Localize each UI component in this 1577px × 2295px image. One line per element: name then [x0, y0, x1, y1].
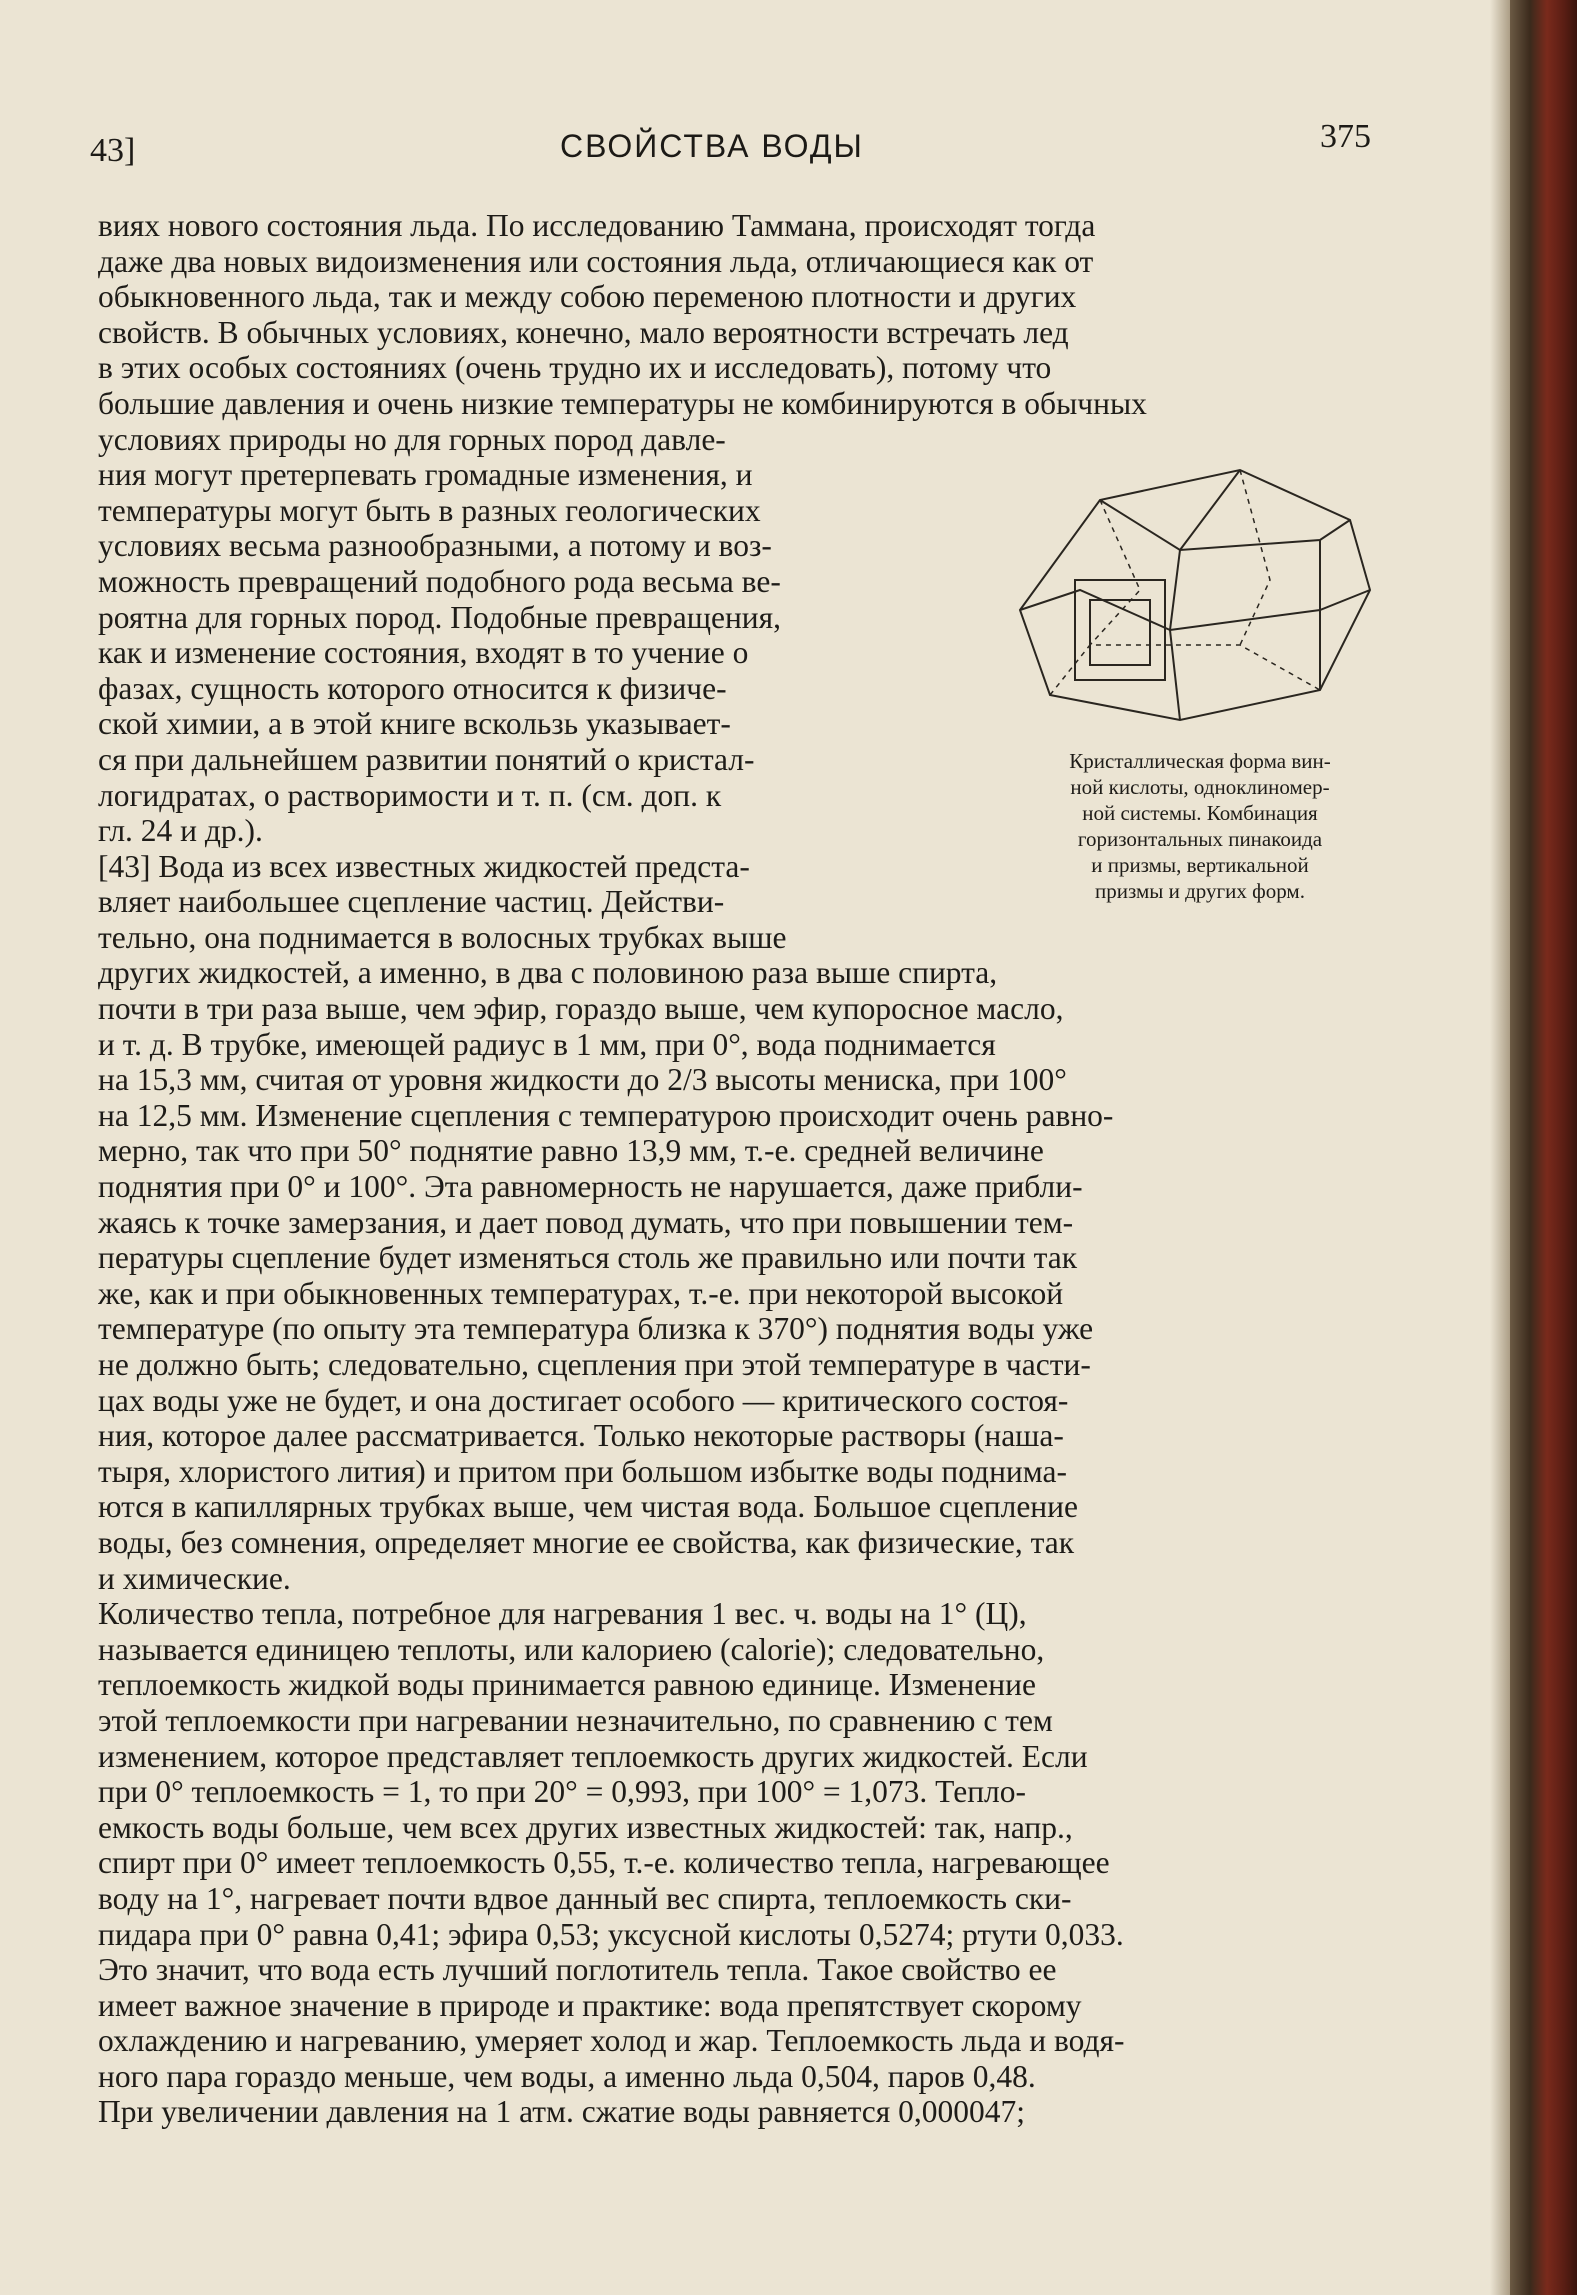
page-number: 375 — [1320, 118, 1371, 155]
text-line: свойств. В обычных условиях, конечно, мало вероятности встречать лед — [98, 314, 1069, 350]
text-line: в этих особых состояниях (очень трудно их и исследовать), потому что — [98, 350, 1052, 386]
text-line: ской химии, а в этой книге вскользь указывает- — [98, 706, 731, 742]
caption-line: и призмы, вертикальной — [1091, 853, 1309, 877]
running-title: СВОЙСТВА ВОДЫ — [560, 128, 864, 164]
text-line: на 15,3 мм, считая от уровня жидкости до 2/3 высоты мениска, при 100° — [98, 1062, 1067, 1098]
text-line: ются в капиллярных трубках выше, чем чистая вода. Большое сцепление — [98, 1489, 1078, 1525]
caption-line: призмы и других форм. — [1095, 879, 1305, 903]
text-line: условиях весьма разнообразными, а потому и воз- — [98, 528, 772, 564]
text-line: почти в три раза выше, чем эфир, гораздо выше, чем купоросное масло, — [98, 991, 1064, 1027]
text-line: ния, которое далее рассматривается. Только некоторые растворы (наша- — [98, 1418, 1064, 1454]
text-line: жаясь к точке замерзания, и дает повод думать, что при повышении тем- — [98, 1204, 1074, 1240]
text-line: и химические. — [98, 1560, 291, 1596]
text-line: цах воды уже не будет, и она достигает особого — критического состоя- — [98, 1382, 1069, 1418]
text-line: тельно, она поднимается в волосных трубках выше — [98, 919, 787, 955]
text-line: и т. д. В трубке, имеющей радиус в 1 мм, при 0°, вода поднимается — [98, 1026, 996, 1062]
text-line: имеет важное значение в природе и практике: вода препятствует скорому — [98, 1987, 1082, 2023]
text-line: тыря, хлористого лития) и притом при большом избытке воды поднима- — [98, 1453, 1067, 1489]
text-line: пературы сцепление будет изменяться столь же правильно или почти так — [98, 1240, 1078, 1276]
text-line: ся при дальнейшем развитии понятий о кристал- — [98, 741, 755, 777]
text-line: емкость воды больше, чем всех других известных жидкостей: так, напр., — [98, 1809, 1073, 1845]
text-line: условиях природы но для горных пород давле- — [98, 421, 726, 457]
text-line: изменением, которое представляет теплоемкость других жидкостей. Если — [98, 1738, 1088, 1774]
text-line: При увеличении давления на 1 атм. сжатие воды равняется 0,000047; — [98, 2094, 1025, 2130]
caption-line: горизонтальных пинакоида — [1077, 827, 1323, 851]
book-binding — [1510, 0, 1577, 2295]
text-line: теплоемкость жидкой воды принимается равною единице. Изменение — [98, 1667, 1036, 1703]
text-line: большие давления и очень низкие температуры не комбинируются в обычных — [98, 385, 1147, 421]
text-line: вляет наибольшее сцепление частиц. Действи- — [98, 884, 725, 920]
text-line: спирт при 0° имеет теплоемкость 0,55, т.-е. количество тепла, нагревающее — [98, 1845, 1110, 1881]
text-line: не должно быть; следовательно, сцепления при этой температуре в части- — [98, 1347, 1091, 1382]
text-line: называется единицею теплоты, или калориею (calorie); следовательно, — [98, 1631, 1045, 1667]
text-line: охлаждению и нагреванию, умеряет холод и жар. Теплоемкость льда и водя- — [98, 2023, 1125, 2059]
crystal-icon — [990, 440, 1410, 740]
text-line: ного пара гораздо меньше, чем воды, а именно льда 0,504, паров 0,48. — [98, 2058, 1036, 2094]
text-line: как и изменение состояния, входят в то учение о — [98, 635, 749, 671]
text-line: этой теплоемкости при нагревании незначительно, по сравнению с тем — [98, 1702, 1053, 1738]
text-line: роятна для горных пород. Подобные превращения, — [98, 599, 782, 635]
figure-caption — [1000, 748, 1400, 904]
text-line: Количество тепла, потребное для нагревания 1 вес. ч. воды на 1° (Ц), — [98, 1596, 1027, 1632]
caption-line: ной кислоты, одноклиномер- — [1070, 775, 1330, 799]
page-header — [90, 118, 1380, 178]
text-line: логидратах, о растворимости и т. п. (см. доп. к — [98, 777, 722, 813]
text-line: [43] Вода из всех известных жидкостей предста- — [98, 848, 750, 884]
text-line: воды, без сомнения, определяет многие ее свойства, как физические, так — [98, 1524, 1075, 1560]
text-line: мерно, так что при 50° поднятие равно 13,9 мм, т.-е. средней величине — [98, 1133, 1044, 1169]
text-line: обыкновенного льда, так и между собою переменою плотности и других — [98, 279, 1077, 315]
text-line: даже два новых видоизменения или состояния льда, отличающиеся как от — [98, 243, 1094, 279]
text-line: Это значит, что вода есть лучший поглотитель тепла. Такое свойство ее — [98, 1952, 1057, 1988]
caption-line: ной системы. Комбинация — [1082, 801, 1318, 825]
caption-line: Кристаллическая форма вин- — [1069, 749, 1331, 773]
text-line: на 12,5 мм. Изменение сцепления с температурою происходит очень равно- — [98, 1097, 1114, 1133]
text-line: температуре (по опыту эта температура близка к 370°) поднятия воды уже — [98, 1311, 1094, 1347]
text-line: ния могут претерпевать громадные изменения, и — [98, 457, 753, 493]
page-edge-shadow — [1490, 0, 1510, 2295]
text-line: при 0° теплоемкость = 1, то при 20° = 0,993, при 100° = 1,073. Тепло- — [98, 1774, 1027, 1810]
text-line: воду на 1°, нагревает почти вдвое данный вес спирта, теплоемкость ски- — [98, 1880, 1072, 1916]
text-line: виях нового состояния льда. По исследованию Таммана, происходят тогда — [98, 208, 1096, 243]
text-line: поднятия при 0° и 100°. Эта равномерность не нарушается, даже прибли- — [98, 1169, 1083, 1205]
text-line: же, как и при обыкновенных температурах, т.-е. при некоторой высокой — [98, 1275, 1064, 1311]
text-line: других жидкостей, а именно, в два с половиною раза выше спирта, — [98, 955, 998, 991]
text-line: можность превращений подобного рода весьма ве- — [98, 563, 781, 599]
text-line: гл. 24 и др.). — [98, 813, 263, 849]
text-line: температуры могут быть в разных геологических — [98, 492, 761, 528]
text-line: фазах, сущность которого относится к физиче- — [98, 670, 727, 706]
text-line: пидара при 0° равна 0,41; эфира 0,53; уксусной кислоты 0,5274; ртути 0,033. — [98, 1916, 1124, 1952]
section-number: 43] — [90, 132, 136, 169]
